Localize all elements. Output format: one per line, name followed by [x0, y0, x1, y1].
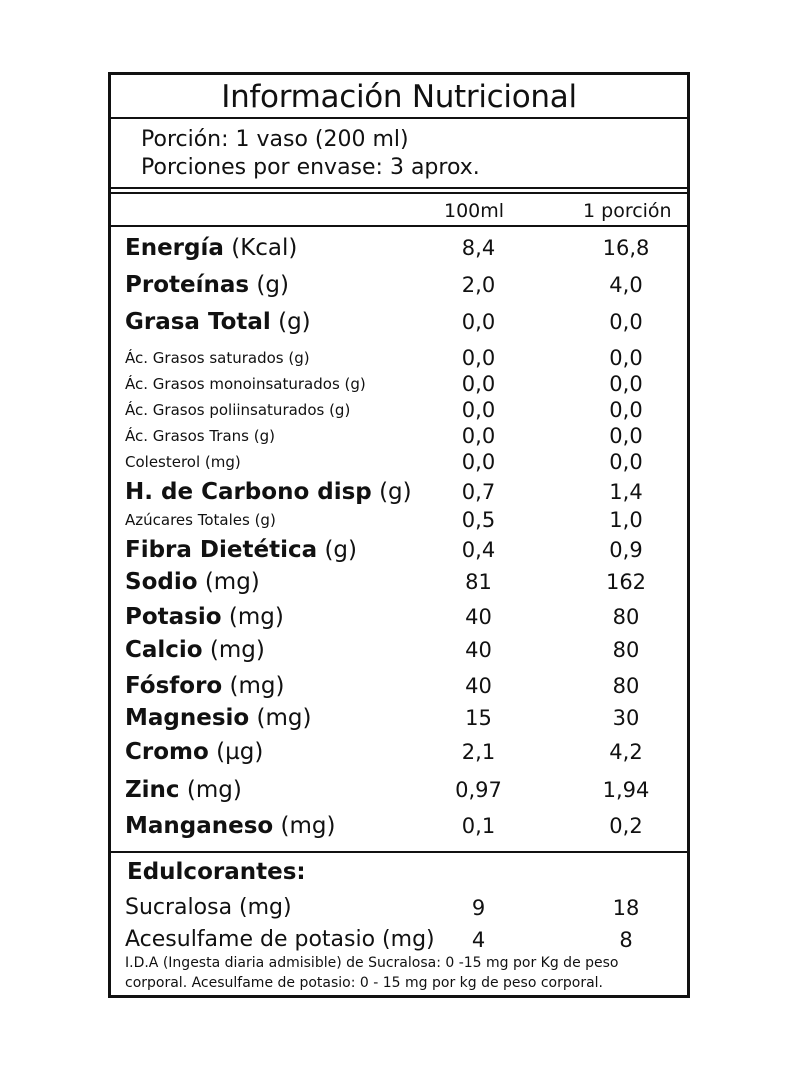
value-100ml: 0,4: [461, 538, 496, 562]
value-portion: 0,0: [609, 372, 643, 396]
nutrient-name: [125, 602, 284, 632]
nutrient-unit: (mg): [222, 673, 285, 699]
nutrient-unit: (g): [270, 309, 311, 335]
nutrient-name-bold: Energía: [125, 235, 224, 261]
value-100ml: 81: [465, 570, 492, 594]
value-100ml: 2,1: [461, 740, 496, 764]
nutrient-name: [125, 567, 260, 597]
value-100ml: 15: [465, 706, 492, 730]
nutrient-name-bold: H. de Carbono disp: [125, 479, 372, 505]
value-portion: 0,0: [609, 346, 643, 370]
nutrient-name-bold: Manganeso: [125, 813, 274, 839]
nutrition-label: [108, 72, 690, 998]
nutrient-name-bold: Calcio: [125, 637, 203, 663]
value-100ml: 0,0: [461, 372, 496, 396]
value-portion: 0,0: [609, 310, 643, 334]
nutrient-row: [111, 233, 687, 263]
value-portion: 18: [612, 896, 640, 920]
column-header-portion: 1 porción: [583, 200, 672, 222]
nutrient-unit: (mg): [197, 569, 260, 595]
divider: [111, 851, 687, 853]
nutrient-name: [125, 477, 412, 507]
value-100ml: 4: [471, 928, 486, 952]
value-portion: 30: [612, 706, 640, 730]
nutrient-unit: (g): [317, 537, 357, 563]
nutrient-unit: (g): [249, 272, 289, 298]
label-title: Información Nutricional: [221, 79, 577, 115]
nutrient-row: [111, 535, 687, 565]
nutrient-name-bold: Grasa Total: [125, 309, 271, 335]
value-100ml: 40: [465, 674, 492, 698]
nutrient-unit: (Kcal): [223, 235, 298, 261]
nutrient-name: [125, 535, 357, 565]
sweetener-row: [111, 925, 687, 955]
nutrient-name: [125, 811, 336, 841]
nutrient-name-bold: Zinc: [125, 777, 180, 803]
nutrient-unit: Ác. Grasos saturados (g): [125, 349, 310, 367]
nutrient-name-bold: Fibra Dietética: [125, 537, 318, 563]
nutrient-row: [111, 811, 687, 841]
nutrient-name-bold: Proteínas: [125, 272, 250, 298]
sweeteners-title: Edulcorantes:: [127, 859, 306, 885]
nutrient-name: [125, 447, 241, 477]
nutrient-name-bold: Fósforo: [125, 673, 223, 699]
sweetener-row: [111, 893, 687, 923]
nutrient-name-bold: Sodio: [125, 569, 198, 595]
value-100ml: 0,0: [461, 398, 496, 422]
value-portion: 80: [612, 605, 640, 629]
nutrient-row: [111, 567, 687, 597]
nutrient-unit: (mg): [273, 813, 336, 839]
nutrient-name: [125, 671, 285, 701]
value-portion: 80: [612, 674, 640, 698]
nutrient-unit: (mg): [202, 637, 265, 663]
value-portion: 4,2: [609, 740, 643, 764]
nutrient-name: [125, 233, 297, 263]
value-portion: 0,0: [609, 450, 643, 474]
serving-size: Porción: 1 vaso (200 ml): [141, 127, 409, 152]
nutrient-name: [125, 737, 263, 767]
ida-note: I.D.A (Ingesta diaria admisible) de Sucralosa: 0 -15 mg por Kg de peso corporal. Acesulfame de potasio: 0 - 15 mg por kg de peso corporal.: [125, 955, 619, 991]
divider: [111, 117, 687, 119]
value-100ml: 0,7: [461, 480, 496, 504]
value-portion: 80: [612, 638, 640, 662]
nutrient-unit: Ác. Grasos poliinsaturados (g): [125, 401, 351, 419]
value-portion: 1,0: [609, 508, 643, 532]
value-portion: 0,2: [609, 814, 643, 838]
nutrient-name-bold: Potasio: [125, 604, 222, 630]
sweetener-name: Sucralosa (mg): [125, 895, 292, 920]
nutrient-name: [125, 635, 265, 665]
value-portion: 0,0: [609, 424, 643, 448]
nutrient-unit: Ác. Grasos Trans (g): [125, 427, 275, 445]
value-100ml: 0,0: [461, 310, 496, 334]
value-100ml: 2,0: [461, 273, 496, 297]
nutrient-name: [125, 775, 242, 805]
column-header-100ml: 100ml: [444, 200, 505, 222]
nutrient-row: [111, 775, 687, 805]
value-100ml: 40: [465, 605, 492, 629]
value-100ml: 8,4: [461, 236, 496, 260]
nutrient-name-bold: Cromo: [125, 739, 209, 765]
value-portion: 162: [605, 570, 647, 594]
value-portion: 1,94: [602, 778, 650, 802]
nutrient-row: [111, 505, 687, 535]
value-portion: 0,0: [609, 398, 643, 422]
nutrient-unit: (µg): [208, 739, 264, 765]
nutrient-row: [111, 447, 687, 477]
nutrient-name: [125, 703, 312, 733]
nutrient-unit: (mg): [249, 705, 312, 731]
nutrient-unit: Ác. Grasos monoinsaturados (g): [125, 375, 366, 393]
sweetener-name: Acesulfame de potasio (mg): [125, 927, 435, 952]
value-100ml: 0,5: [461, 508, 496, 532]
nutrient-name: [125, 270, 289, 300]
nutrient-row: [111, 703, 687, 733]
nutrient-row: [111, 307, 687, 337]
value-portion: 8: [619, 928, 633, 952]
nutrient-row: [111, 737, 687, 767]
value-100ml: 0,97: [455, 778, 502, 802]
nutrient-unit: (mg): [221, 604, 284, 630]
value-100ml: 0,0: [461, 424, 496, 448]
divider: [111, 192, 687, 194]
value-100ml: 0,0: [461, 346, 496, 370]
nutrient-unit: (mg): [179, 777, 242, 803]
nutrient-row: [111, 477, 687, 507]
value-100ml: 0,1: [461, 814, 496, 838]
value-portion: 1,4: [609, 480, 643, 504]
nutrient-name: [125, 307, 311, 337]
nutrient-name-bold: Magnesio: [125, 705, 250, 731]
value-100ml: 9: [471, 896, 486, 920]
nutrient-row: [111, 602, 687, 632]
nutrient-row: [111, 270, 687, 300]
nutrient-unit: Azúcares Totales (g): [125, 511, 276, 529]
value-100ml: 40: [465, 638, 492, 662]
value-100ml: 0,0: [461, 450, 496, 474]
servings-per-container: Porciones por envase: 3 aprox.: [141, 155, 480, 180]
nutrient-unit: Colesterol (mg): [125, 453, 241, 471]
value-portion: 0,9: [609, 538, 643, 562]
nutrient-unit: (g): [371, 479, 412, 505]
nutrient-name: [125, 505, 276, 535]
value-portion: 16,8: [602, 236, 650, 260]
value-portion: 4,0: [609, 273, 643, 297]
nutrient-row: [111, 635, 687, 665]
divider: [111, 187, 687, 189]
divider: [111, 225, 687, 227]
nutrient-row: [111, 671, 687, 701]
